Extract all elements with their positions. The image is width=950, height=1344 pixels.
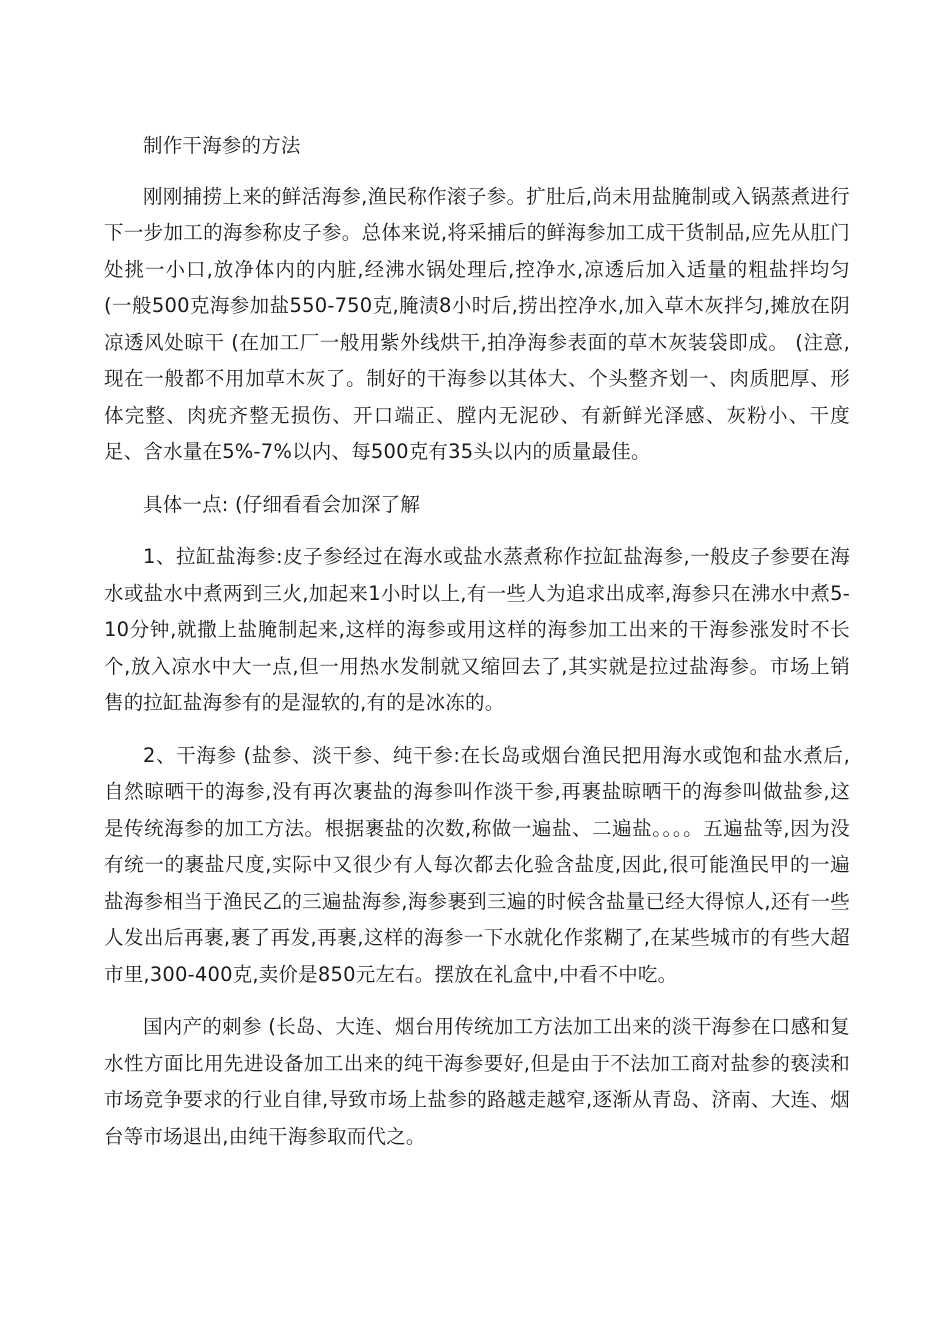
document-title: 制作干海参的方法 [143,134,301,157]
paragraph-detail-lead: 具体一点: (仔细看看会加深了解 [143,492,421,516]
paragraph-domestic-cishen: 国内产的刺参 (长岛、大连、烟台用传统加工方法加工出来的淡干海参在口感和复水性方面比用先进设备加工出来的纯干海参要好,但是由于不法加工商对盐参的亵渎和市场竞争要求的行业自律,导致市场上盐参的路越走越窄,逐渐从青岛、济南、大连、烟台等市场退出,由纯干海参取而代之。 [104,1015,850,1148]
document-body [104,128,850,1171]
paragraph-lagang-salt: 1、拉缸盐海参:皮子参经过在海水或盐水蒸煮称作拉缸盐海参,一般皮子参要在海水或盐水中煮两到三火,加起来1小时以上,有一些人为追求出成率,海参只在沸水中煮5-10分钟,就撒上盐腌制起来,这样的海参或用这样的海参加工出来的干海参涨发时不长个,放入凉水中大一点,但一用热水发制就又缩回去了,其实就是拉过盐海参。市场上销售的拉缸盐海参有的是湿软的,有的是冰冻的。 [104,545,850,714]
paragraph-dried-sea-cucumber: 2、干海参 (盐参、淡干参、纯干参:在长岛或烟台渔民把用海水或饱和盐水煮后,自然晾晒干的海参,没有再次裹盐的海参叫作淡干参,再裹盐晾晒干的海参叫做盐参,这是传统海参的加工方法。根据裹盐的次数,称做一遍盐、二遍盐。。。。五遍盐等,因为没有统一的裹盐尺度,实际中又很少有人每次都去化验含盐度,因此,很可能渔民甲的一遍盐海参相当于渔民乙的三遍盐海参,海参裹到三遍的时候含盐量已经大得惊人,还有一些人发出后再裹,裹了再发,再裹,这样的海参一下水就化作浆糊了,在某些城市的有些大超市里,300-400克,卖价是850元左右。摆放在礼盒中,中看不中吃。 [104,743,850,986]
paragraph-intro: 刚刚捕捞上来的鲜活海参,渔民称作滚子参。扩肚后,尚未用盐腌制或入锅蒸煮进行下一步加工的海参称皮子参。总体来说,将采捕后的鲜海参加工成干货制品,应先从肛门处挑一小口,放净体内的内脏,经沸水锅处理后,控净水,凉透后加入适量的粗盐拌均匀 (一般500克海参加盐550-750克,腌渍8小时后,捞出控净水,加入草木灰拌匀,摊放在阴凉透风处晾干 (在加工厂一般用紫外线烘干,拍净海参表面的草木灰装袋即成。 (注意,现在一般都不用加草木灰了。制好的干海参以其体大、个头整齐划一、肉质肥厚、形体完整、肉疣齐整无损伤、开口端正、膛内无泥砂、有新鲜光泽感、灰粉小、干度足、含水量在5%-7%以内、每500克有35头以内的质量最佳。 [104,184,850,463]
